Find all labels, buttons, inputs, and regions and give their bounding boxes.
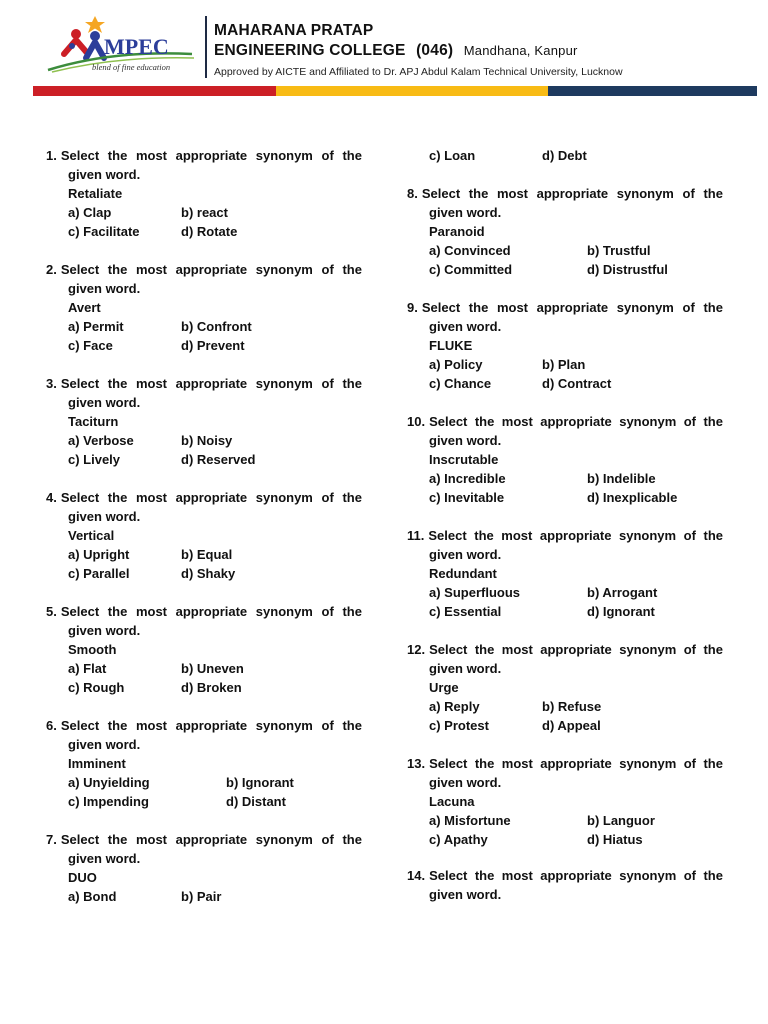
stem-word: most	[496, 186, 528, 201]
stem-word: Select	[60, 148, 100, 163]
question-stem	[46, 830, 362, 849]
option-d[interactable]: d) Debt	[542, 148, 587, 163]
stem-word: most	[501, 528, 533, 543]
options-row	[407, 260, 723, 279]
question-number: 5.	[46, 604, 57, 619]
question-stem	[46, 374, 362, 393]
options-row	[46, 792, 362, 811]
option-d[interactable]: d) Distant	[226, 794, 286, 809]
options-row	[46, 431, 362, 450]
stem-word: the	[703, 186, 723, 201]
stem-word: most	[501, 414, 533, 429]
stem-word: of	[683, 756, 697, 771]
question-stem	[407, 298, 723, 317]
option-a[interactable]: a) Misfortune	[429, 813, 511, 828]
stem-word: appropriate	[175, 490, 248, 505]
stem-word: of	[683, 528, 696, 543]
question-7	[46, 830, 362, 906]
option-d[interactable]: d) Inexplicable	[587, 490, 678, 505]
question-stem	[46, 716, 362, 735]
college-name-line2	[214, 42, 578, 60]
stem-word: most	[135, 718, 167, 733]
option-c[interactable]: c) Rough	[68, 680, 125, 695]
option-b[interactable]: b) Equal	[181, 547, 233, 562]
approval-statement: Approved by AICTE and Affiliated to Dr. APJ Abdul Kalam Technical University, Lucknow	[214, 66, 623, 78]
stem-word: the	[703, 868, 723, 883]
question-number: 11.	[407, 528, 425, 543]
options-row	[407, 811, 723, 830]
options-row	[407, 469, 723, 488]
stem-word: synonym	[255, 718, 313, 733]
option-a[interactable]: a) Unyielding	[68, 775, 150, 790]
question-3	[46, 374, 362, 469]
stem-word: appropriate	[536, 300, 609, 315]
stem-word: most	[501, 756, 533, 771]
question-1	[46, 146, 362, 241]
stem-word: the	[474, 868, 495, 883]
stem-word: most	[501, 868, 533, 883]
option-a[interactable]: a) Reply	[429, 699, 480, 714]
stem-word: the	[107, 262, 128, 277]
options-row	[407, 716, 723, 735]
stem-word: synonym	[619, 756, 677, 771]
stem-word: synonym	[619, 528, 677, 543]
stem-word: appropriate	[175, 376, 248, 391]
options-row	[407, 355, 723, 374]
option-a[interactable]: a) Flat	[68, 661, 107, 676]
header-bar-red	[33, 86, 276, 96]
stem-word: most	[135, 376, 167, 391]
option-b[interactable]: b) Plan	[542, 357, 586, 372]
stem-word: Select	[421, 186, 461, 201]
stem-word: the	[474, 756, 495, 771]
option-a[interactable]: a) Bond	[68, 889, 117, 904]
stem-word: the	[342, 490, 362, 505]
options-row	[46, 450, 362, 469]
option-d[interactable]: d) Rotate	[181, 224, 238, 239]
stem-word: most	[501, 642, 533, 657]
option-b[interactable]: b) Languor	[587, 813, 655, 828]
options-row	[46, 336, 362, 355]
stem-word: most	[135, 148, 167, 163]
options-row	[407, 697, 723, 716]
stem-word: synonym	[619, 642, 677, 657]
stem-word: Select	[60, 262, 100, 277]
stem-word: appropriate	[175, 262, 248, 277]
stem-word: the	[342, 832, 362, 847]
stem-word: appropriate	[175, 604, 248, 619]
stem-word: the	[703, 414, 723, 429]
options-row	[407, 488, 723, 507]
stem-word: the	[107, 148, 128, 163]
mpec-logo-icon	[42, 10, 202, 78]
stem-word: the	[474, 528, 494, 543]
options-row	[407, 146, 723, 165]
question-12	[407, 640, 723, 735]
stem-word: Select	[429, 756, 468, 771]
option-c[interactable]: c) Facilitate	[68, 224, 140, 239]
question-word: Taciturn	[68, 414, 119, 429]
stem-word: appropriate	[540, 756, 612, 771]
question-number: 7.	[46, 832, 57, 847]
option-c[interactable]: c) Loan	[429, 148, 476, 163]
question-number: 14.	[407, 868, 426, 883]
stem-word: synonym	[255, 604, 313, 619]
option-c[interactable]: c) Face	[68, 338, 113, 353]
option-d[interactable]: d) Reserved	[181, 452, 256, 467]
option-b[interactable]: b) Arrogant	[587, 585, 658, 600]
question-stem-line2: given word.	[429, 205, 502, 220]
question-number: 4.	[46, 490, 57, 505]
options-row	[407, 602, 723, 621]
question-word: Redundant	[429, 566, 497, 581]
stem-word: appropriate	[540, 868, 612, 883]
question-stem-line2: given word.	[429, 433, 502, 448]
question-word: Vertical	[68, 528, 115, 543]
question-2	[46, 260, 362, 355]
stem-word: Select	[60, 718, 100, 733]
question-stem	[407, 412, 723, 431]
option-a[interactable]: a) Upright	[68, 547, 130, 562]
question-stem	[407, 640, 723, 659]
question-number: 8.	[407, 186, 418, 201]
stem-word: synonym	[616, 186, 674, 201]
option-c[interactable]: c) Protest	[429, 718, 489, 733]
question-stem-line2: given word.	[429, 661, 502, 676]
stem-word: Select	[429, 414, 468, 429]
question-stem	[46, 260, 362, 279]
options-row	[46, 887, 362, 906]
options-row	[46, 659, 362, 678]
stem-word: the	[107, 490, 128, 505]
stem-word: synonym	[255, 148, 313, 163]
question-word: Smooth	[68, 642, 117, 657]
question-stem-line2: given word.	[68, 395, 141, 410]
stem-word: Select	[421, 300, 461, 315]
stem-word: Select	[429, 868, 468, 883]
stem-word: Select	[60, 490, 100, 505]
option-b[interactable]: b) Refuse	[542, 699, 602, 714]
option-c[interactable]: c) Parallel	[68, 566, 130, 581]
option-c[interactable]: c) Inevitable	[429, 490, 505, 505]
question-stem-line2: given word.	[429, 547, 502, 562]
question-11	[407, 526, 723, 621]
option-c[interactable]: c) Impending	[68, 794, 149, 809]
stem-word: the	[468, 186, 489, 201]
question-9	[407, 298, 723, 393]
stem-word: the	[342, 148, 362, 163]
option-d[interactable]: d) Ignorant	[587, 604, 655, 619]
question-word: Paranoid	[429, 224, 485, 239]
option-b[interactable]: b) react	[181, 205, 228, 220]
question-stem	[407, 184, 723, 203]
options-row	[46, 773, 362, 792]
options-row	[46, 564, 362, 583]
question-word: Inscrutable	[429, 452, 499, 467]
option-b[interactable]: b) Confront	[181, 319, 252, 334]
stem-word: appropriate	[536, 186, 609, 201]
stem-word: the	[342, 262, 362, 277]
stem-word: the	[703, 642, 723, 657]
option-b[interactable]: b) Noisy	[181, 433, 233, 448]
option-a[interactable]: a) Permit	[68, 319, 124, 334]
header-divider	[205, 16, 207, 78]
stem-word: of	[321, 832, 334, 847]
stem-word: the	[107, 832, 128, 847]
stem-word: synonym	[619, 868, 677, 883]
stem-word: the	[342, 376, 362, 391]
question-word: Urge	[429, 680, 459, 695]
college-header	[0, 0, 768, 100]
college-name-text: ENGINEERING COLLEGE	[214, 42, 406, 59]
question-number: 2.	[46, 262, 57, 277]
header-bar-navy	[548, 86, 757, 96]
college-name-line1: MAHARANA PRATAP	[214, 22, 374, 39]
option-a[interactable]: a) Incredible	[429, 471, 506, 486]
question-stem-line2: given word.	[429, 319, 502, 334]
stem-word: of	[682, 300, 695, 315]
question-number: 13.	[407, 756, 426, 771]
logo-text: MPEC	[104, 34, 169, 59]
options-row	[46, 678, 362, 697]
option-d[interactable]: d) Shaky	[181, 566, 236, 581]
question-7-continued	[407, 146, 723, 165]
option-d[interactable]: d) Broken	[181, 680, 242, 695]
college-logo	[42, 10, 202, 78]
question-number: 1.	[46, 148, 57, 163]
stem-word: synonym	[619, 414, 677, 429]
stem-word: the	[107, 604, 128, 619]
options-row	[46, 222, 362, 241]
stem-word: the	[342, 604, 362, 619]
stem-word: appropriate	[539, 528, 612, 543]
question-stem-line2: given word.	[429, 775, 502, 790]
question-13	[407, 754, 723, 849]
option-a[interactable]: a) Policy	[429, 357, 483, 372]
option-c[interactable]: c) Chance	[429, 376, 492, 391]
stem-word: of	[321, 604, 334, 619]
option-b[interactable]: b) Uneven	[181, 661, 244, 676]
question-stem	[407, 754, 723, 773]
stem-word: synonym	[255, 490, 313, 505]
stem-word: of	[321, 490, 334, 505]
stem-word: Select	[429, 642, 468, 657]
question-stem-line2: given word.	[68, 509, 141, 524]
question-stem-line2: given word.	[68, 737, 141, 752]
stem-word: Select	[428, 528, 467, 543]
option-c[interactable]: c) Lively	[68, 452, 121, 467]
question-10	[407, 412, 723, 507]
option-b[interactable]: b) Ignorant	[226, 775, 294, 790]
question-word: DUO	[68, 870, 97, 885]
stem-word: of	[683, 642, 697, 657]
stem-word: appropriate	[540, 414, 612, 429]
question-word: Imminent	[68, 756, 126, 771]
options-row	[407, 583, 723, 602]
stem-word: most	[135, 604, 167, 619]
stem-word: Select	[60, 604, 100, 619]
question-stem	[407, 526, 723, 545]
stem-word: the	[703, 300, 723, 315]
stem-word: the	[107, 718, 128, 733]
stem-word: synonym	[616, 300, 674, 315]
question-number: 10.	[407, 414, 426, 429]
question-14	[407, 866, 723, 904]
stem-word: most	[135, 490, 167, 505]
option-d[interactable]: d) Appeal	[542, 718, 601, 733]
question-number: 3.	[46, 376, 57, 391]
stem-word: appropriate	[175, 148, 248, 163]
options-row	[46, 545, 362, 564]
stem-word: the	[468, 300, 489, 315]
question-stem-line2: given word.	[68, 167, 141, 182]
stem-word: synonym	[255, 376, 313, 391]
stem-word: synonym	[255, 832, 313, 847]
options-row	[407, 374, 723, 393]
options-row	[46, 203, 362, 222]
question-number: 9.	[407, 300, 418, 315]
question-stem	[46, 146, 362, 165]
stem-word: synonym	[255, 262, 313, 277]
question-stem	[46, 488, 362, 507]
question-word: Lacuna	[429, 794, 475, 809]
question-word: Retaliate	[68, 186, 123, 201]
options-row	[407, 830, 723, 849]
header-bar-yellow	[276, 86, 548, 96]
option-a[interactable]: a) Superfluous	[429, 585, 521, 600]
question-stem-line2: given word.	[429, 887, 502, 902]
stem-word: appropriate	[175, 718, 248, 733]
question-8	[407, 184, 723, 279]
option-d[interactable]: d) Distrustful	[587, 262, 668, 277]
option-b[interactable]: b) Trustful	[587, 243, 651, 258]
question-stem-line2: given word.	[68, 623, 141, 638]
option-c[interactable]: c) Apathy	[429, 832, 488, 847]
question-number: 6.	[46, 718, 57, 733]
stem-word: of	[683, 414, 697, 429]
question-word: FLUKE	[429, 338, 473, 353]
question-stem-line2: given word.	[68, 281, 141, 296]
question-word: Avert	[68, 300, 101, 315]
stem-word: appropriate	[175, 832, 248, 847]
option-a[interactable]: a) Verbose	[68, 433, 134, 448]
college-code: (046)	[416, 42, 454, 59]
stem-word: appropriate	[540, 642, 612, 657]
stem-word: of	[683, 868, 697, 883]
stem-word: of	[682, 186, 695, 201]
option-b[interactable]: b) Indelible	[587, 471, 656, 486]
stem-word: Select	[60, 832, 100, 847]
question-stem-line2: given word.	[68, 851, 141, 866]
stem-word: the	[107, 376, 128, 391]
question-stem	[46, 602, 362, 621]
question-4	[46, 488, 362, 583]
stem-word: the	[474, 414, 495, 429]
option-d[interactable]: d) Hiatus	[587, 832, 643, 847]
stem-word: of	[321, 376, 334, 391]
options-row	[407, 241, 723, 260]
stem-word: most	[135, 262, 167, 277]
college-location: Mandhana, Kanpur	[463, 43, 578, 58]
stem-word: the	[703, 756, 723, 771]
stem-word: of	[321, 262, 334, 277]
stem-word: the	[703, 528, 723, 543]
stem-word: of	[321, 148, 334, 163]
stem-word: most	[496, 300, 528, 315]
option-d[interactable]: d) Prevent	[181, 338, 245, 353]
option-c[interactable]: c) Essential	[429, 604, 502, 619]
stem-word: most	[135, 832, 167, 847]
stem-word: the	[474, 642, 495, 657]
question-number: 12.	[407, 642, 426, 657]
logo-tagline: blend of fine education	[92, 62, 171, 72]
stem-word: the	[342, 718, 362, 733]
question-stem	[407, 866, 723, 885]
option-a[interactable]: a) Convinced	[429, 243, 511, 258]
stem-word: of	[321, 718, 334, 733]
option-d[interactable]: d) Contract	[542, 376, 612, 391]
stem-word: Select	[60, 376, 100, 391]
option-b[interactable]: b) Pair	[181, 889, 222, 904]
question-6	[46, 716, 362, 811]
option-a[interactable]: a) Clap	[68, 205, 112, 220]
question-5	[46, 602, 362, 697]
options-row	[46, 317, 362, 336]
option-c[interactable]: c) Committed	[429, 262, 513, 277]
